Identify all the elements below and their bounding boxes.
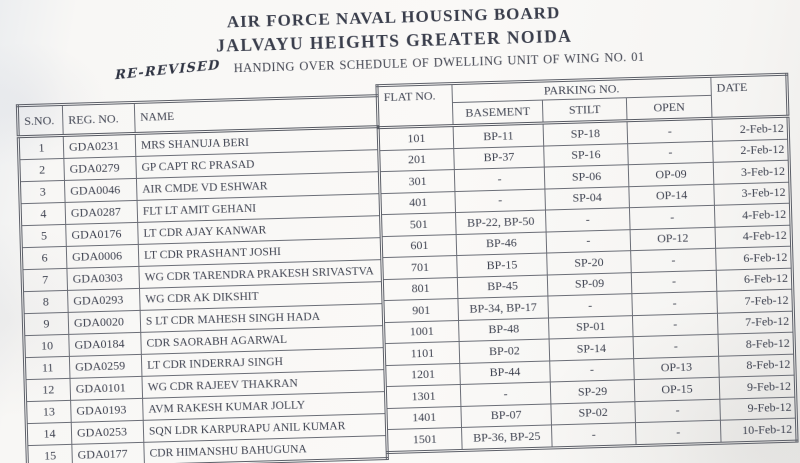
cell-open: - xyxy=(632,313,718,337)
cell-stilt: - xyxy=(551,423,636,448)
cell-basement: BP-46 xyxy=(456,232,547,256)
cell-date: 6-Feb-12 xyxy=(716,246,793,270)
cell-reg-no: GDA0287 xyxy=(65,200,138,224)
cell-open: - xyxy=(627,118,713,143)
cell-flat-no: 1501 xyxy=(387,427,463,452)
cell-date: 8-Feb-12 xyxy=(719,354,796,378)
cell-flat-no: 501 xyxy=(381,213,457,237)
cell-reg-no: GDA0293 xyxy=(68,288,141,312)
cell-sno: 10 xyxy=(24,334,70,357)
cell-open: - xyxy=(635,399,721,423)
cell-name: AVM RAKESH KUMAR JOLLY xyxy=(143,392,387,421)
cell-basement: BP-36, BP-25 xyxy=(462,425,553,450)
cell-name: CDR SAORABH AGARWAL xyxy=(141,326,385,355)
document-title-line2: JALVAYU HEIGHTS GREATER NOIDA xyxy=(215,25,573,56)
cell-basement: BP-15 xyxy=(457,253,548,277)
cell-date: 7-Feb-12 xyxy=(717,311,794,335)
cell-sno: 8 xyxy=(23,290,69,313)
col-header-reg-no: REG. NO. xyxy=(62,102,135,135)
cell-date: 4-Feb-12 xyxy=(715,225,792,249)
scan-content xyxy=(1,0,797,463)
cell-basement: BP-02 xyxy=(459,339,550,363)
cell-date: 7-Feb-12 xyxy=(717,289,794,313)
cell-basement: BP-07 xyxy=(461,403,552,427)
cell-flat-no: 401 xyxy=(380,191,456,215)
cell-name: LT CDR PRASHANT JOSHI xyxy=(138,238,382,267)
cell-flat-no: 1101 xyxy=(384,341,460,365)
cell-date: 6-Feb-12 xyxy=(716,268,793,292)
cell-basement: BP-44 xyxy=(460,360,551,384)
cell-basement: BP-34, BP-17 xyxy=(458,296,549,320)
flat-parking-table xyxy=(375,73,798,454)
cell-date: 10-Feb-12 xyxy=(720,418,797,443)
cell-open: - xyxy=(631,270,717,294)
cell-flat-no: 901 xyxy=(383,299,459,323)
cell-date: 3-Feb-12 xyxy=(714,182,791,206)
cell-sno: 9 xyxy=(23,312,69,335)
cell-sno: 3 xyxy=(19,180,65,203)
cell-sno: 14 xyxy=(26,422,72,445)
cell-open: - xyxy=(628,141,714,165)
cell-flat-no: 1301 xyxy=(385,384,461,408)
cell-name: GP CAPT RC PRASAD xyxy=(136,150,380,179)
cell-stilt: - xyxy=(545,208,630,232)
cell-sno: 5 xyxy=(21,224,67,247)
cell-open: - xyxy=(631,248,717,272)
cell-stilt: SP-16 xyxy=(544,143,629,167)
cell-basement: BP-48 xyxy=(459,317,550,341)
cell-open: - xyxy=(629,205,715,229)
cell-name: AIR CMDE VD ESHWAR xyxy=(136,172,380,201)
cell-stilt: SP-01 xyxy=(548,315,633,339)
cell-reg-no: GDA0193 xyxy=(71,398,144,422)
col-header-basement: BASEMENT xyxy=(452,100,543,126)
cell-reg-no: GDA0259 xyxy=(69,354,142,378)
cell-reg-no: GDA0231 xyxy=(63,133,136,158)
cell-reg-no: GDA0184 xyxy=(69,332,142,356)
cell-reg-no: GDA0279 xyxy=(64,156,137,180)
cell-name: LT CDR AJAY KANWAR xyxy=(138,216,382,245)
cell-stilt: SP-02 xyxy=(551,401,636,425)
cell-name: CDR HIMANSHU BAHUGUNA xyxy=(144,436,388,463)
cell-stilt: - xyxy=(546,229,631,253)
cell-flat-no: 1001 xyxy=(384,320,460,344)
cell-date: 2-Feb-12 xyxy=(712,116,789,141)
cell-basement: BP-45 xyxy=(457,275,548,299)
document-title-line1: AIR FORCE NAVAL HOUSING BOARD xyxy=(226,3,561,32)
cell-open: OP-09 xyxy=(628,162,714,186)
col-header-open: OPEN xyxy=(626,95,712,120)
cell-date: 8-Feb-12 xyxy=(718,332,795,356)
col-header-stilt: STILT xyxy=(542,98,627,123)
cell-sno: 11 xyxy=(24,356,70,379)
cell-sno: 2 xyxy=(19,158,65,181)
cell-sno: 6 xyxy=(21,246,67,269)
cell-flat-no: 801 xyxy=(382,277,458,301)
cell-open: - xyxy=(633,334,719,358)
cell-flat-no: 701 xyxy=(382,256,458,280)
cell-date: 4-Feb-12 xyxy=(714,203,791,227)
cell-basement: BP-22, BP-50 xyxy=(456,210,547,234)
cell-reg-no: GDA0176 xyxy=(66,222,139,246)
cell-reg-no: GDA0046 xyxy=(64,178,137,202)
cell-basement: BP-37 xyxy=(454,146,545,170)
cell-name: MRS SHANUJA BERI xyxy=(135,127,379,157)
cell-stilt: SP-04 xyxy=(545,186,630,210)
cell-reg-no: GDA0006 xyxy=(66,244,139,268)
cell-name: WG CDR RAJEEV THAKRAN xyxy=(142,370,386,399)
cell-flat-no: 301 xyxy=(379,170,455,194)
cell-sno: 4 xyxy=(20,202,66,225)
cell-date: 2-Feb-12 xyxy=(713,139,790,163)
cell-date: 9-Feb-12 xyxy=(720,397,797,421)
cell-sno: 12 xyxy=(25,378,71,401)
cell-reg-no: GDA0020 xyxy=(68,310,141,334)
cell-reg-no: GDA0177 xyxy=(72,442,145,463)
col-header-sno: S.NO. xyxy=(17,104,63,136)
cell-name: WG CDR TARENDRA PRAKESH SRIVASTVA xyxy=(139,260,383,289)
cell-stilt: - xyxy=(550,358,635,382)
cell-basement: - xyxy=(460,382,551,406)
handwritten-annotation: RE-REVISED xyxy=(115,57,221,84)
cell-open: OP-14 xyxy=(629,184,715,208)
cell-name: FLT LT AMIT GEHANI xyxy=(137,194,381,223)
cell-reg-no: GDA0101 xyxy=(70,376,143,400)
cell-sno: 15 xyxy=(27,444,73,463)
schedule-subtitle: HANDING OVER SCHEDULE OF DWELLING UNIT OF WING NO. 01 xyxy=(233,49,645,76)
cell-basement: - xyxy=(454,167,545,191)
cell-open: - xyxy=(635,420,721,445)
cell-stilt: SP-29 xyxy=(550,380,635,404)
col-header-flat-no: FLAT NO. xyxy=(377,84,453,128)
cell-reg-no: GDA0253 xyxy=(71,420,144,444)
cell-stilt: SP-06 xyxy=(544,165,629,189)
cell-stilt: SP-09 xyxy=(547,272,632,296)
cell-flat-no: 1201 xyxy=(385,363,461,387)
col-header-parking-no: PARKING NO. xyxy=(452,76,711,102)
cell-basement: - xyxy=(455,189,546,213)
cell-name: LT CDR INDERRAJ SINGH xyxy=(141,348,385,377)
cell-stilt: SP-20 xyxy=(547,251,632,275)
cell-basement: BP-11 xyxy=(453,123,544,148)
cell-sno: 1 xyxy=(18,135,64,159)
cell-reg-no: GDA0303 xyxy=(67,266,140,290)
cell-stilt: SP-14 xyxy=(549,337,634,361)
cell-stilt: - xyxy=(548,294,633,318)
cell-name: WG CDR AK DIKSHIT xyxy=(140,282,384,311)
cell-open: - xyxy=(632,291,718,315)
cell-open: OP-15 xyxy=(634,377,720,401)
cell-flat-no: 101 xyxy=(378,126,454,151)
cell-name: S LT CDR MAHESH SINGH HADA xyxy=(140,304,384,333)
cell-flat-no: 1401 xyxy=(386,406,462,430)
cell-sno: 7 xyxy=(22,268,68,291)
cell-open: OP-12 xyxy=(630,227,716,251)
cell-date: 9-Feb-12 xyxy=(719,375,796,399)
cell-sno: 13 xyxy=(26,400,72,423)
col-header-date: DATE xyxy=(711,74,788,118)
cell-flat-no: 201 xyxy=(379,148,455,172)
cell-name: SQN LDR KARPURAPU ANIL KUMAR xyxy=(143,414,387,443)
cell-open: OP-13 xyxy=(634,356,720,380)
cell-stilt: SP-18 xyxy=(543,121,628,146)
cell-date: 3-Feb-12 xyxy=(713,160,790,184)
owner-columns-table xyxy=(16,94,389,463)
col-header-name: NAME xyxy=(134,96,378,134)
cell-flat-no: 601 xyxy=(381,234,457,258)
